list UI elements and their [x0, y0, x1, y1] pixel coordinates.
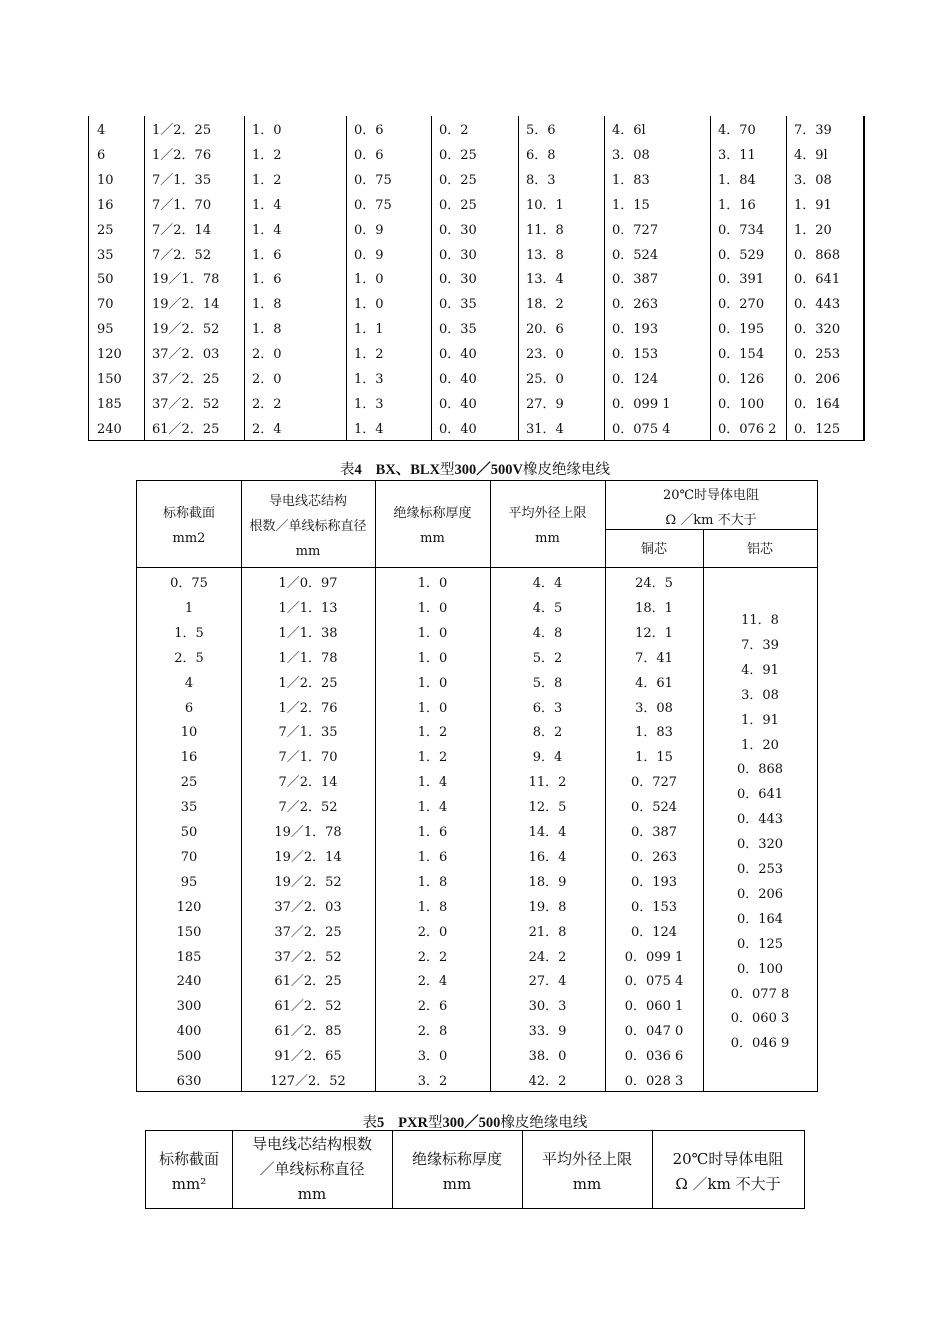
table-cell: 1．2 [417, 725, 448, 741]
table-row-label: 50 [180, 825, 198, 840]
table-cell: 0．6 [354, 147, 384, 163]
table-cell: 0．40 [439, 347, 477, 363]
previous-table [88, 116, 865, 441]
table-cell: 4．5 [532, 600, 563, 616]
table-cell: 13．8 [526, 247, 564, 263]
table-row-label: 25 [180, 775, 198, 791]
table-cell-aluminum: 0．641 [736, 787, 784, 803]
table-cell-aluminum: 0．060 3 [730, 1011, 790, 1027]
table-cell: 1．6 [252, 272, 282, 288]
table-cell: 1．0 [417, 576, 448, 591]
table-cell: 61／2．25 [152, 421, 220, 437]
table-cell: 4．9l [794, 147, 828, 163]
table-cell: 11．2 [528, 775, 567, 791]
table-cell: 0．25 [439, 197, 477, 213]
header-resistance: 20℃时导体电阻 Ω ／km 不大于 [672, 1150, 784, 1193]
table-cell: 0．25 [439, 147, 477, 163]
header-resistance: 20℃时导体电阻 Ω ／km 不大于 [662, 488, 760, 528]
table-cell: 0．193 [630, 874, 678, 890]
table-cell: 0．036 6 [624, 1049, 684, 1065]
table-cell: 0．387 [612, 272, 659, 288]
table-cell: 0．524 [612, 247, 659, 263]
table-cell: 1／0．97 [278, 576, 338, 591]
table-cell: 1．83 [612, 172, 650, 188]
table-cell: 2．6 [417, 999, 448, 1015]
table-cell: 1．8 [252, 322, 282, 338]
table-cell: 19／1．78 [152, 272, 220, 288]
table-cell: 0．868 [794, 247, 841, 263]
table-cell: 11．8 [526, 222, 564, 238]
column-divider [786, 116, 787, 440]
table-cell-aluminum: 0．320 [736, 837, 784, 853]
table-cell-aluminum: 0．443 [736, 812, 784, 828]
table-cell: 1．8 [252, 297, 282, 313]
table-cell: 7／1．35 [152, 172, 212, 188]
table-cell: 20．6 [526, 322, 564, 338]
column-divider [710, 116, 711, 440]
table-cell: 1／2．76 [152, 147, 212, 163]
table-cell: 1．2 [252, 172, 282, 188]
table-cell: 24．2 [528, 949, 567, 965]
table-cell: 1．15 [635, 750, 673, 766]
table-cell: 0．153 [612, 347, 659, 363]
table-cell: 0．164 [794, 396, 841, 412]
table-cell: 0．391 [718, 272, 765, 288]
table-cell: 1．0 [417, 625, 448, 641]
table-cell: 23．0 [526, 347, 564, 363]
table-row-label: 35 [180, 800, 198, 816]
table-row-label: 10 [97, 172, 114, 188]
table-cell: 8．3 [526, 172, 556, 188]
table-cell-aluminum: 0．868 [736, 762, 784, 778]
table-cell-aluminum: 4．91 [741, 662, 779, 678]
table-cell: 2．2 [252, 396, 282, 412]
table-cell: 0．387 [630, 825, 678, 840]
table-cell: 2．8 [417, 1024, 448, 1040]
table-cell: 1／2．25 [278, 675, 338, 691]
table-cell: 0．727 [612, 222, 659, 238]
table-cell: 3．0 [417, 1049, 448, 1065]
table-cell: 5．6 [526, 123, 556, 138]
table5 [145, 1130, 805, 1209]
header-structure: 导电线芯结构根数 ／单线标称直径 mm [251, 1135, 372, 1203]
table-cell: 7．39 [794, 123, 832, 138]
table-cell: 2．4 [252, 421, 282, 437]
table-cell: 1／2．25 [152, 123, 212, 138]
table-cell: 1．0 [417, 650, 448, 666]
table-cell: 1．3 [354, 396, 384, 412]
table-cell: 1．6 [417, 825, 448, 840]
table-cell: 1．91 [794, 197, 832, 213]
table-cell: 1．84 [718, 172, 756, 188]
table-row-label: 4 [184, 675, 194, 691]
table-cell: 37／2．03 [274, 899, 342, 915]
table-cell: 2．4 [417, 974, 448, 990]
table-row-label: 185 [176, 949, 202, 965]
table-cell: 18．2 [526, 297, 564, 313]
table-cell: 42．2 [528, 1074, 567, 1089]
table-cell: 21．8 [528, 924, 567, 940]
header-insulation: 绝缘标称厚度 mm [411, 1150, 502, 1193]
table-cell-aluminum: 7．39 [741, 637, 779, 653]
table-cell: 24．5 [635, 576, 673, 591]
table-row-label: 300 [176, 999, 202, 1015]
table-cell: 8．2 [532, 725, 563, 741]
table-cell: 5．8 [532, 675, 563, 691]
table-cell: 1．0 [252, 123, 282, 138]
table-cell: 4．6l [612, 123, 646, 138]
table-cell: 0．075 4 [624, 974, 684, 990]
table-cell: 27．9 [526, 396, 564, 412]
table-cell: 0．9 [354, 247, 384, 263]
table-row-label: 95 [180, 874, 198, 890]
table-cell: 19／1．78 [274, 825, 342, 840]
table-row-label: 4 [97, 123, 106, 138]
header-section: 标称截面 mm² [158, 1150, 219, 1193]
table-cell: 0．099 1 [612, 396, 671, 412]
header-diameter: 平均外径上限 mm [541, 1150, 632, 1193]
column-divider [244, 116, 245, 440]
table-cell: 0．126 [718, 372, 765, 387]
table-cell: 1．8 [417, 874, 448, 890]
table-cell: 0．641 [794, 272, 841, 288]
table-cell-aluminum: 3．08 [741, 687, 779, 703]
table-cell: 1／1．78 [278, 650, 338, 666]
table-row-label: 185 [97, 396, 122, 412]
table-row-label: 240 [97, 421, 122, 437]
table-cell: 2．0 [417, 924, 448, 940]
table-cell: 18．9 [528, 874, 567, 890]
table-cell: 1．8 [417, 899, 448, 915]
table-row-label: 150 [176, 924, 202, 940]
table-cell: 3．08 [612, 147, 650, 163]
table-cell: 1．0 [354, 297, 384, 313]
table-cell: 37／2．52 [274, 949, 342, 965]
table-cell: 19／2．52 [274, 874, 342, 890]
table-cell: 1／1．13 [278, 600, 338, 616]
table-cell: 0．6 [354, 123, 384, 138]
table-cell: 37／2．25 [274, 924, 342, 940]
table-cell: 31．4 [526, 421, 564, 437]
header-insulation: 绝缘标称厚度 mm [393, 506, 472, 546]
table4 [136, 480, 818, 1092]
table-cell: 0．100 [718, 396, 765, 412]
table-cell: 0．30 [439, 247, 477, 263]
table-cell: 0．40 [439, 372, 477, 387]
table-cell: 61／2．52 [274, 999, 342, 1015]
table-cell: 0．154 [718, 347, 765, 363]
table-row-label: 2．5 [174, 650, 204, 666]
table-cell: 1．20 [794, 222, 832, 238]
table-cell: 7／1．70 [278, 750, 338, 766]
table-cell: 12．1 [635, 625, 673, 641]
table4-caption: 表4 BX、BLX型300／500V橡皮绝缘电线 [339, 462, 611, 478]
table-cell-aluminum: 11．8 [741, 613, 779, 628]
table-cell: 0．25 [439, 172, 477, 188]
table-cell: 3．2 [417, 1074, 448, 1089]
table-cell: 7．41 [635, 650, 673, 666]
table-cell: 25．0 [526, 372, 564, 387]
table-cell: 27．4 [528, 974, 567, 990]
table-row-label: 6 [184, 700, 194, 716]
column-divider [144, 116, 145, 440]
table-cell: 2．2 [417, 949, 448, 965]
table-cell: 1．16 [718, 197, 756, 213]
table-row-label: 120 [176, 899, 202, 915]
table-cell: 1．15 [612, 197, 650, 213]
table-cell: 0．193 [612, 322, 659, 338]
table-cell: 0．35 [439, 297, 477, 313]
table-cell: 0．270 [718, 297, 765, 313]
column-divider [604, 116, 605, 440]
table-cell: 1．6 [252, 247, 282, 263]
table-cell: 7／2．52 [278, 800, 338, 816]
table-cell: 14．4 [528, 825, 567, 840]
table-row-label: 16 [97, 197, 114, 213]
table-cell: 0．076 2 [718, 421, 777, 437]
table-cell: 0．40 [439, 396, 477, 412]
table-cell: 4．70 [718, 123, 756, 138]
table-cell: 9．4 [532, 750, 563, 766]
table-cell-aluminum: 1．20 [741, 737, 779, 753]
table-cell: 0．206 [794, 372, 841, 387]
table-cell: 19／2．14 [274, 849, 342, 865]
table-cell: 1．6 [417, 849, 448, 865]
table-cell: 1．0 [354, 272, 384, 288]
table-cell-aluminum: 1．91 [741, 712, 779, 728]
table-cell: 5．2 [532, 650, 563, 666]
table-row-label: 25 [97, 222, 114, 238]
table-cell: 7／2．14 [278, 775, 338, 791]
header-copper: 铜芯 [640, 542, 667, 557]
table-cell: 7／1．35 [278, 725, 338, 741]
table-row-label: 630 [176, 1074, 202, 1089]
table-cell-aluminum: 0．164 [736, 911, 784, 927]
header-structure: 导电线芯结构 根数／单线标称直径 mm [249, 494, 367, 559]
table-cell: 6．3 [532, 700, 563, 716]
table-cell: 10．1 [526, 197, 564, 213]
table-cell: 37／2．52 [152, 396, 220, 412]
table-cell: 0．30 [439, 272, 477, 288]
table-row-label: 95 [97, 322, 114, 338]
table-cell: 0．75 [354, 197, 392, 213]
table-cell: 0．30 [439, 222, 477, 238]
table-cell: 33．9 [528, 1024, 567, 1040]
table-cell: 37／2．25 [152, 372, 220, 387]
table-row-label: 70 [180, 849, 198, 865]
table-cell: 0．2 [439, 123, 469, 138]
table-row-label: 1．5 [174, 625, 204, 641]
table-cell: 0．263 [630, 849, 678, 865]
table-cell: 0．195 [718, 322, 765, 338]
table-cell: 2．0 [252, 372, 282, 387]
header-section: 标称截面 mm2 [162, 506, 215, 546]
table-cell: 18．1 [635, 600, 673, 616]
table-cell: 0．028 3 [624, 1074, 684, 1089]
table-cell: 91／2．65 [274, 1049, 342, 1065]
table-cell-aluminum: 0．125 [736, 936, 784, 952]
table-cell: 4．8 [532, 625, 563, 641]
table-cell: 1．0 [417, 600, 448, 616]
table-cell: 13．4 [526, 272, 564, 288]
table-cell: 0．099 1 [624, 949, 684, 965]
table-cell: 1．2 [417, 750, 448, 766]
table-cell: 1．4 [417, 800, 448, 816]
table-cell: 1．1 [354, 322, 384, 338]
table-cell: 0．529 [718, 247, 765, 263]
table-cell: 2．0 [252, 347, 282, 363]
table-cell: 0．263 [612, 297, 659, 313]
table-cell: 1／2．76 [278, 700, 338, 716]
table-row-label: 120 [97, 347, 122, 363]
table-cell-aluminum: 0．206 [736, 886, 784, 902]
table-cell: 0．524 [630, 800, 678, 816]
table-row-label: 50 [97, 272, 114, 288]
table-cell: 127／2．52 [270, 1074, 346, 1089]
table-row-label: 16 [180, 750, 198, 766]
table-cell: 16．4 [528, 849, 567, 865]
table-cell: 1．2 [354, 347, 384, 363]
table-cell: 7／2．52 [152, 247, 212, 263]
table-cell: 0．075 4 [612, 421, 671, 437]
table-cell-aluminum: 0．100 [736, 961, 784, 977]
table-cell: 0．047 0 [624, 1024, 684, 1040]
table-cell: 0．35 [439, 322, 477, 338]
table-cell: 0．320 [794, 322, 841, 338]
table-cell: 19／2．52 [152, 322, 220, 338]
table-cell: 1．0 [417, 700, 448, 716]
table-cell: 1．4 [252, 222, 282, 238]
row-divider [137, 567, 817, 568]
table-cell: 61／2．25 [274, 974, 342, 990]
table-cell: 1．0 [417, 675, 448, 691]
table-cell: 0．124 [612, 372, 659, 387]
column-divider [431, 116, 432, 440]
table-row-label: 0．75 [170, 576, 208, 591]
table-cell: 3．11 [718, 147, 756, 163]
table-cell: 1．4 [354, 421, 384, 437]
table-row-label: 240 [176, 974, 202, 990]
table-cell: 19．8 [528, 899, 567, 915]
table-row-label: 6 [97, 147, 106, 163]
table-row-label: 150 [97, 372, 122, 387]
table-cell: 0．9 [354, 222, 384, 238]
table5-caption: 表5 PXR型300／500橡皮绝缘电线 [362, 1115, 588, 1131]
table-cell: 4．4 [532, 576, 563, 591]
table-cell: 0．060 1 [624, 999, 684, 1015]
table-cell: 37／2．03 [152, 347, 220, 363]
table-cell: 12．5 [528, 800, 567, 816]
header-aluminum: 铝芯 [746, 542, 773, 557]
column-divider [518, 116, 519, 440]
table-row-label: 400 [176, 1024, 202, 1040]
table-cell: 19／2．14 [152, 297, 220, 313]
table-cell: 1．3 [354, 372, 384, 387]
table-row-label: 70 [97, 297, 114, 313]
table-row-label: 1 [184, 600, 194, 616]
table-cell: 0．124 [630, 924, 678, 940]
table-cell: 0．727 [630, 775, 678, 791]
table-cell: 0．153 [630, 899, 678, 915]
table-cell: 1／1．38 [278, 625, 338, 641]
table-cell-aluminum: 0．046 9 [730, 1036, 790, 1052]
table-cell: 0．443 [794, 297, 841, 313]
table-cell: 61／2．85 [274, 1024, 342, 1040]
table-cell: 0．75 [354, 172, 392, 188]
table-cell-aluminum: 0．077 8 [730, 986, 790, 1002]
table-cell: 7／2．14 [152, 222, 212, 238]
table-cell-aluminum: 0．253 [736, 862, 784, 877]
table-cell: 6．8 [526, 147, 556, 163]
table-cell: 3．08 [794, 172, 832, 188]
table-cell: 1．4 [417, 775, 448, 791]
table-cell: 4．61 [635, 675, 673, 691]
table-cell: 1．4 [252, 197, 282, 213]
table-row-label: 35 [97, 247, 114, 263]
column-divider [346, 116, 347, 440]
table-cell: 0．40 [439, 421, 477, 437]
table-cell: 7／1．70 [152, 197, 212, 213]
table-cell: 0．253 [794, 347, 841, 363]
table-cell: 3．08 [635, 700, 673, 716]
table-cell: 1．2 [252, 147, 282, 163]
table-cell: 30．3 [528, 999, 567, 1015]
table-row-label: 500 [176, 1049, 202, 1065]
table-row-label: 10 [180, 725, 198, 741]
header-diameter: 平均外径上限 mm [508, 506, 587, 546]
table-cell: 0．734 [718, 222, 765, 238]
table-cell: 1．83 [635, 725, 673, 741]
table-cell: 0．125 [794, 421, 841, 437]
table-cell: 38．0 [528, 1049, 567, 1065]
